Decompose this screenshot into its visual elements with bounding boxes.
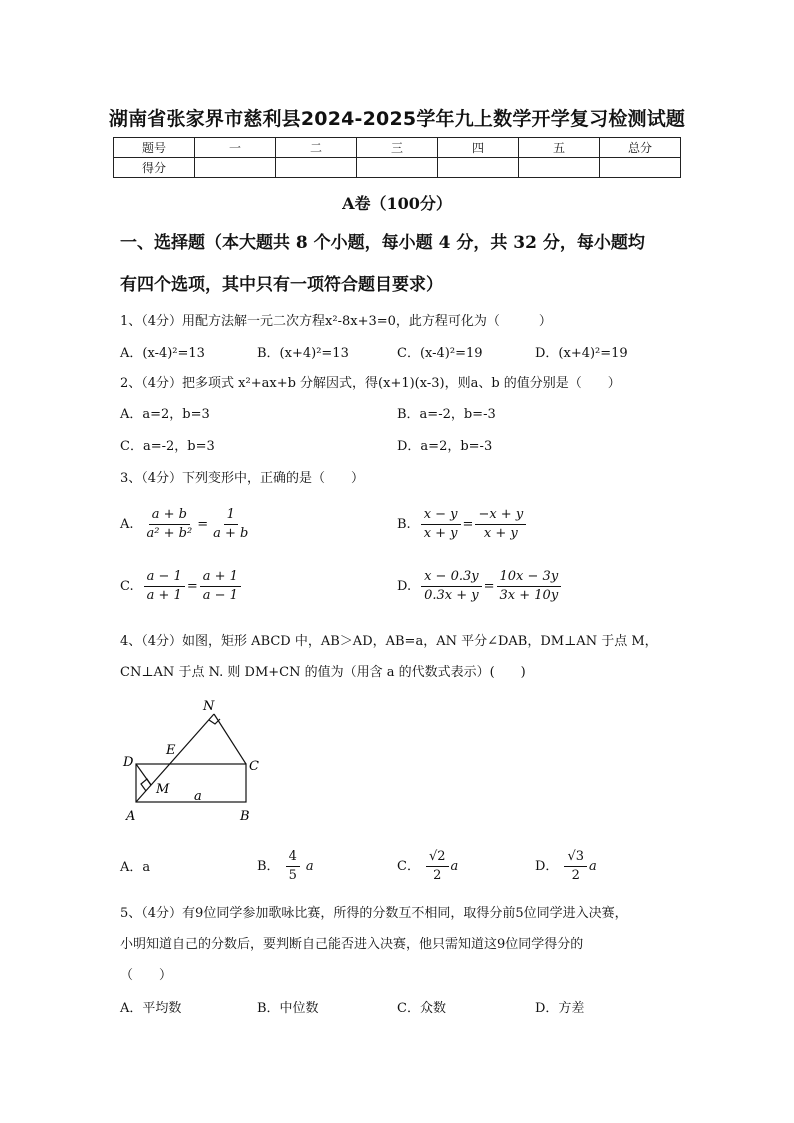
denominator: 0.3x + y [424, 588, 479, 603]
q1-option-c[interactable]: C．(x-4)²=19 [397, 346, 483, 361]
q5-option-b[interactable]: B．中位数 [257, 1001, 319, 1016]
q3-option-a-label: A. [120, 516, 134, 532]
equals-sign: = [197, 516, 209, 532]
q1-option-a[interactable]: A．(x-4)²=13 [120, 346, 205, 361]
denominator: a − 1 [202, 588, 238, 603]
score-cell: 总分 [600, 138, 681, 158]
fraction [210, 506, 251, 543]
q3-option-d-label: D. [397, 578, 412, 594]
score-row-label: 得分 [114, 158, 195, 178]
denominator: 2 [571, 868, 580, 883]
label-m: M [156, 782, 170, 797]
score-cell: 五 [519, 138, 600, 158]
q3-option-b-label: B. [397, 516, 411, 532]
label-a-side: a [194, 789, 202, 804]
score-input-cell[interactable] [438, 158, 519, 178]
q2-option-a[interactable]: A．a=2，b=3 [120, 407, 210, 422]
q4-option-c[interactable] [397, 848, 458, 885]
q4-option-c-label: C． [397, 858, 420, 874]
fraction [564, 848, 587, 885]
q3-option-c[interactable] [120, 568, 241, 605]
q4-option-d-label: D． [535, 858, 559, 874]
equals-sign: = [483, 578, 495, 594]
fraction [286, 848, 300, 885]
score-table-score-row [114, 158, 681, 178]
denominator: x + y [423, 526, 458, 541]
q4-option-d[interactable] [535, 848, 597, 885]
q3-option-c-label: C. [120, 578, 134, 594]
denominator: x + y [483, 526, 518, 541]
variable-a: a [305, 858, 314, 874]
score-input-cell[interactable] [519, 158, 600, 178]
score-cell: 一 [195, 138, 276, 158]
q1-option-d[interactable]: D．(x+4)²=19 [535, 346, 628, 361]
q5-stem-line2: 小明知道自己的分数后，要判断自己能否进入决赛，他只需知道这9位同学得分的 [120, 937, 584, 952]
q2-option-d[interactable]: D．a=2，b=-3 [397, 439, 493, 454]
numerator: 10x − 3y [497, 568, 562, 587]
q2-stem: 2、（4分）把多项式 x²+ax+b 分解因式，得(x+1)(x-3)，则a、b 的值分别是（ ） [120, 376, 621, 391]
q2-option-c[interactable]: C．a=-2，b=3 [120, 439, 215, 454]
q5-option-c[interactable]: C．众数 [397, 1001, 446, 1016]
q3-stem: 3、（4分）下列变形中，正确的是（ ） [120, 471, 365, 486]
fraction [421, 568, 482, 605]
score-cell: 四 [438, 138, 519, 158]
numerator: a + b [149, 506, 190, 525]
numerator: x − 0.3y [421, 568, 482, 587]
line-cn [214, 714, 246, 764]
section-title: A卷（100分） [342, 194, 452, 213]
page-title: 湖南省张家界市慈利县2024-2025学年九上数学开学复习检测试题 [108, 108, 686, 130]
denominator: a + b [213, 526, 249, 541]
denominator: 2 [433, 868, 442, 883]
variable-a: a [589, 858, 597, 874]
numerator: x − y [421, 506, 461, 525]
denominator: a² + b² [146, 526, 193, 541]
equals-sign: = [462, 516, 474, 532]
variable-a: a [450, 858, 459, 874]
fraction [144, 568, 185, 605]
label-c: C [249, 759, 259, 774]
numerator: −x + y [475, 506, 526, 525]
q4-option-b[interactable] [257, 848, 314, 885]
score-input-cell[interactable] [195, 158, 276, 178]
q5-option-d[interactable]: D．方差 [535, 1001, 585, 1016]
q1-option-b[interactable]: B．(x+4)²=13 [257, 346, 349, 361]
numerator: √2 [426, 848, 449, 867]
q3-option-a[interactable] [120, 506, 251, 543]
score-table [113, 137, 681, 178]
q5-stem-line1: 5、（4分）有9位同学参加歌咏比赛，所得的分数互不相同，取得分前5位同学进入决赛， [120, 906, 628, 921]
q4-stem-line1: 4、（4分）如图，矩形 ABCD 中，AB＞AD，AB=a，AN 平分∠DAB，DM⊥AN 于点 M， [120, 634, 658, 649]
part1-heading-line1: 一、选择题（本大题共 8 个小题，每小题 4 分，共 32 分，每小题均 [120, 233, 645, 253]
score-cell: 题号 [114, 138, 195, 158]
q3-option-d[interactable] [397, 568, 561, 605]
fraction [200, 568, 241, 605]
line-an [136, 714, 214, 802]
denominator: 5 [288, 868, 297, 883]
score-input-cell[interactable] [276, 158, 357, 178]
denominator: a + 1 [146, 588, 182, 603]
label-n: N [203, 699, 215, 714]
denominator: 3x + 10y [499, 588, 559, 603]
score-input-cell[interactable] [600, 158, 681, 178]
q4-geometry-figure [118, 692, 278, 826]
q1-stem: 1、（4分）用配方法解一元二次方程x²-8x+3=0，此方程可化为（ ） [120, 314, 552, 329]
q4-option-a[interactable]: A．a [120, 860, 151, 875]
score-input-cell[interactable] [357, 158, 438, 178]
label-d: D [123, 755, 134, 770]
numerator: 4 [286, 848, 300, 867]
q5-option-a[interactable]: A．平均数 [120, 1001, 182, 1016]
q4-option-b-label: B． [257, 858, 280, 874]
fraction [144, 506, 196, 543]
q2-option-b[interactable]: B．a=-2，b=-3 [397, 407, 496, 422]
equals-sign: = [186, 578, 198, 594]
numerator: a + 1 [200, 568, 241, 587]
score-cell: 二 [276, 138, 357, 158]
fraction [421, 506, 461, 543]
label-a: A [126, 809, 136, 824]
numerator: √3 [564, 848, 587, 867]
right-angle-mark-m [141, 779, 151, 791]
part1-heading-line2: 有四个选项，其中只有一项符合题目要求） [120, 275, 443, 295]
numerator: a − 1 [144, 568, 185, 587]
fraction [497, 568, 562, 605]
q3-option-b[interactable] [397, 506, 526, 543]
label-b: B [240, 809, 250, 824]
score-cell: 三 [357, 138, 438, 158]
fraction [475, 506, 526, 543]
fraction [426, 848, 449, 885]
numerator: 1 [224, 506, 238, 525]
q4-stem-line2: CN⊥AN 于点 N. 则 DM+CN 的值为（用含 a 的代数式表示）( ) [120, 665, 526, 680]
q5-stem-line3: （ ） [120, 968, 173, 983]
label-e: E [166, 743, 176, 758]
score-table-header-row [114, 138, 681, 158]
